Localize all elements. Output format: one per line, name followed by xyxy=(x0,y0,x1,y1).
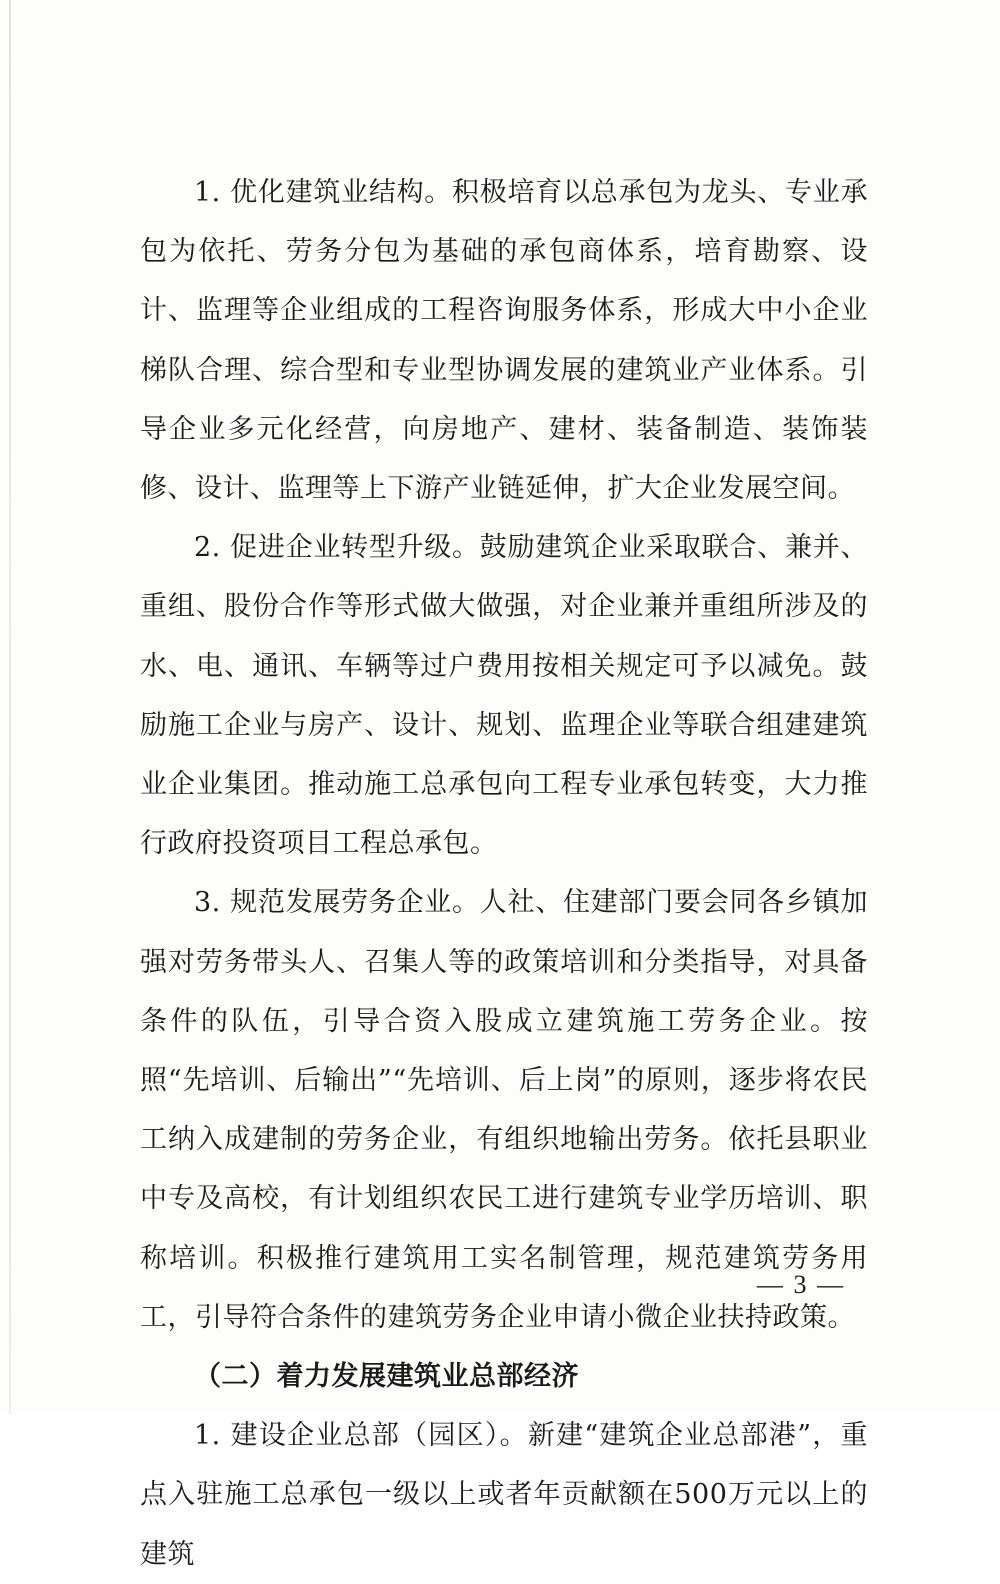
section-heading: （二）着力发展建筑业总部经济 xyxy=(194,1361,579,1393)
scan-edge-line xyxy=(9,0,11,1414)
paragraph-labor-enterprises: 3. 规范发展劳务企业。人社、住建部门要会同各乡镇加强对劳务带头人、召集人等的政策培训和分类指导，对具备条件的队伍，引导合资入股成立建筑施工劳务企业。按照“先培训、后输出”“先培训、后上岗”的原则，逐步将农民工纳入成建制的劳务企业，有组织地输出劳务。依托县职业中专及高校，有计划组织农民工进行建筑专业学历培训、职称培训。积极推行建筑用工实名制管理，规范建筑劳务用工，引导符合条件的建筑劳务企业申请小微企业扶持政策。 xyxy=(140,887,868,1333)
paragraph-enterprise-headquarters: 1. 建设企业总部（园区）。新建“建筑企业总部港”，重点入驻施工总承包一级以上或者年贡献额在500万元以上的建筑 xyxy=(140,1420,868,1570)
paragraph-optimize-structure: 1. 优化建筑业结构。积极培育以总承包为龙头、专业承包为依托、劳务分包为基础的承包商体系，培育勘察、设计、监理等企业组成的工程咨询服务体系，形成大中小企业梯队合理、综合型和专业型协调发展的建筑业产业体系。引导企业多元化经营，向房地产、建材、装备制造、装饰装修、设计、监理等上下游产业链延伸，扩大企业发展空间。 xyxy=(140,177,868,505)
paragraph-transformation-upgrade: 2. 促进企业转型升级。鼓励建筑企业采取联合、兼并、重组、股份合作等形式做大做强，对企业兼并重组所涉及的水、电、通讯、车辆等过户费用按相关规定可予以减免。鼓励施工企业与房产、设计、规划、监理企业等联合组建建筑业企业集团。推动施工总承包向工程专业承包转变，大力推行政府投资项目工程总承包。 xyxy=(140,532,868,860)
page-number: — 3 — xyxy=(757,1270,845,1299)
document-body xyxy=(140,163,868,1584)
